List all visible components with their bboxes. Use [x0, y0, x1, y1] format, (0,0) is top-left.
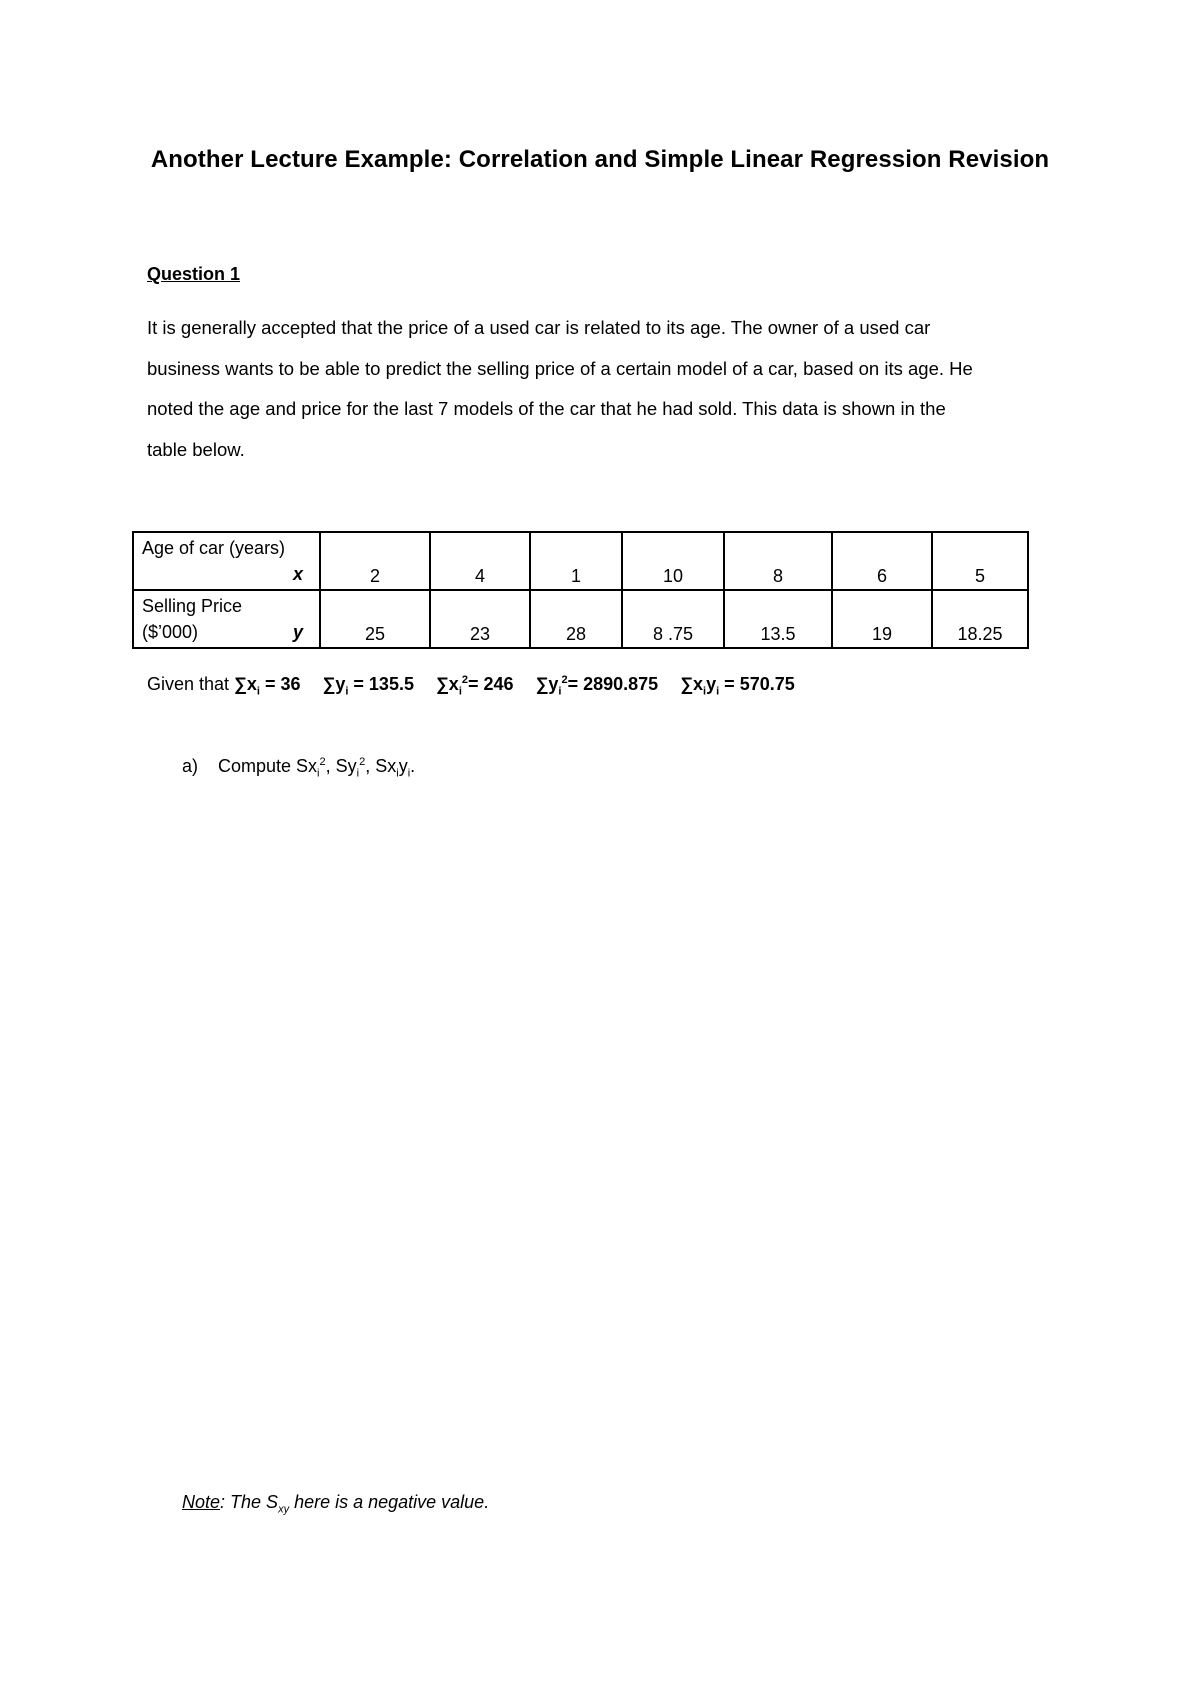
part-a: a) Compute $Sx_i^2$, $Sy_i^2$, $Sx_iy_i$.	[182, 756, 416, 780]
table-cell: 10	[622, 532, 724, 590]
table-row-age	[133, 532, 1028, 590]
sum-xy-value: 570.75	[739, 674, 795, 694]
intro-line: business wants to be able to predict the selling price of a certain model of a car, based on its age. He	[147, 357, 973, 379]
row-header-label: Selling Price	[142, 596, 243, 616]
page-title: Another Lecture Example: Correlation and Simple Linear Regression Revision	[150, 146, 1050, 173]
table-cell: 25	[320, 590, 430, 648]
intro-line: noted the age and price for the last 7 models of the car that he had sold. This data is shown in the	[147, 398, 946, 419]
table-cell: 1	[530, 532, 622, 590]
row-header-price	[133, 590, 320, 648]
table-cell: 13.5	[724, 590, 832, 648]
part-a-label: a)	[182, 756, 199, 776]
sum-x-squared: $\sum x_i^2= 246$	[435, 674, 514, 698]
sum-x-value: 36	[280, 674, 301, 694]
table-cell: 8	[724, 532, 832, 590]
row-header-age	[133, 532, 320, 590]
note-subscript: xy	[278, 1503, 290, 1516]
sum-y: $\sum y_i = 135.5$	[322, 674, 414, 698]
question-heading: Question 1	[147, 264, 241, 284]
table-row-price	[133, 590, 1028, 648]
sum-y-squared-value: 2890.875	[583, 674, 659, 694]
question-intro	[147, 308, 1067, 470]
table-cell: 5	[932, 532, 1028, 590]
table-cell: 2	[320, 532, 430, 590]
intro-line: It is generally accepted that the price of a used car is related to its age. The owner of a used car	[147, 317, 931, 338]
note-text: : The S	[220, 1492, 279, 1512]
part-a-text: Compute Sx	[218, 756, 318, 776]
variable-symbol: y	[292, 622, 303, 642]
table-cell: 19	[832, 590, 932, 648]
sum-x-squared-value: 246	[483, 674, 514, 694]
sum-y-squared: $\sum y_i^2= 2890.875$	[535, 674, 659, 698]
table-cell: 23	[430, 590, 530, 648]
sum-y-value: 135.5	[368, 674, 414, 694]
table-cell: 28	[530, 590, 622, 648]
given-that-label: Given that	[147, 674, 235, 694]
note-text-end: here is a negative value.	[289, 1492, 490, 1512]
row-header-label: ($’000)	[142, 622, 199, 642]
table-cell: 6	[832, 532, 932, 590]
row-header-label: Age of car (years)	[142, 538, 286, 558]
table-cell: 4	[430, 532, 530, 590]
variable-symbol: x	[292, 564, 303, 584]
intro-line: table below.	[147, 438, 245, 460]
sum-xy: $\sum x_iy_i = 570.75$	[680, 674, 795, 698]
table-cell: 18.25	[932, 590, 1028, 648]
table-cell: 8 .75	[622, 590, 724, 648]
note-label: Note	[182, 1492, 221, 1512]
sum-x: $\sum x_i = 36$	[234, 674, 301, 698]
given-sums	[147, 674, 817, 698]
data-table	[132, 531, 1029, 649]
note	[182, 1492, 489, 1516]
